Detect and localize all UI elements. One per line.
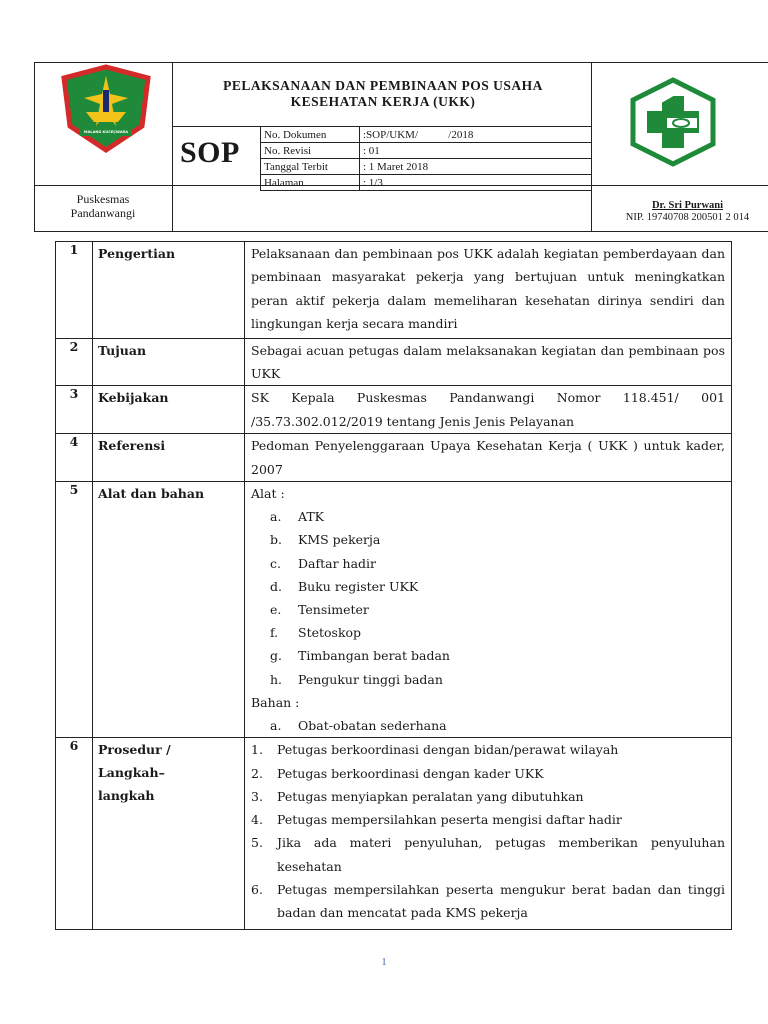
step-number: 5. xyxy=(251,835,263,851)
page-number: 1 xyxy=(381,956,387,968)
label-line: Langkah– xyxy=(98,765,165,781)
step-number: 1. xyxy=(251,742,263,758)
doc-info-value: :SOP/UKM/ /2018 xyxy=(360,127,592,143)
step-text: Petugas mempersilahkan peserta mengukur berat badan dan tinggi badan dan mencatat pada KMS pekerja xyxy=(277,881,725,921)
list-item xyxy=(251,644,725,667)
list-marker: a. xyxy=(270,718,282,734)
doc-info-value: : 1 Maret 2018 xyxy=(360,159,592,175)
section-label: Alat dan bahan xyxy=(93,482,245,738)
section-text: Pelaksanaan dan pembinaan pos UKK adalah kegiatan pemberdayaan dan pembinaan masyarakat pekerja yang bertujuan untuk meningkatkan peran aktif pekerja dalam memeliharan kesehatan dirinya sendiri dan lingkungan kerja secara mandiri xyxy=(251,246,725,332)
list-text: Tensimeter xyxy=(298,602,369,618)
step-number: 3. xyxy=(251,788,263,804)
label-line: langkah xyxy=(98,788,155,804)
step-number: 6. xyxy=(251,881,263,897)
title-line-1: PELAKSANAAN DAN PEMBINAAN POS USAHA xyxy=(223,78,543,93)
section-label xyxy=(93,738,245,929)
sop-label: SOP xyxy=(180,136,240,169)
section-number: 3 xyxy=(56,386,93,434)
list-text: Daftar hadir xyxy=(298,555,377,571)
list-marker: e. xyxy=(270,602,282,618)
section-row xyxy=(56,434,732,482)
list-marker: c. xyxy=(270,555,281,571)
organization-name xyxy=(34,192,172,220)
signer-nip: NIP. 19740708 200501 2 014 xyxy=(625,212,750,223)
doc-info-value: : 01 xyxy=(360,143,592,159)
procedure-steps xyxy=(251,738,725,928)
section-content xyxy=(245,434,732,482)
document-info-table xyxy=(260,126,592,191)
section-label: Pengertian xyxy=(93,242,245,339)
list-text: Pengukur tinggi badan xyxy=(298,671,443,687)
doc-info-row xyxy=(261,159,592,175)
step-number: 2. xyxy=(251,765,263,781)
section-content xyxy=(245,386,732,434)
doc-info-label: No. Dokumen xyxy=(261,127,360,143)
step-number: 4. xyxy=(251,811,263,827)
doc-info-label: Tanggal Terbit xyxy=(261,159,360,175)
doc-info-label: No. Revisi xyxy=(261,143,360,159)
step-item xyxy=(251,808,725,831)
section-label: Referensi xyxy=(93,434,245,482)
list-text: Timbangan berat badan xyxy=(298,648,450,664)
puskesmas-logo xyxy=(627,76,719,168)
section-text: Pedoman Penyelenggaraan Upaya Kesehatan Kerja ( UKK ) untuk kader, 2007 xyxy=(251,438,725,477)
section-row xyxy=(56,386,732,434)
sop-content-table xyxy=(55,241,732,930)
section-row xyxy=(56,738,732,929)
signer-block xyxy=(594,200,768,224)
list-item xyxy=(251,621,725,644)
section-row xyxy=(56,242,732,339)
section-number: 4 xyxy=(56,434,93,482)
alat-list xyxy=(251,505,725,691)
section-number: 6 xyxy=(56,738,93,929)
doc-info-row xyxy=(261,175,592,191)
list-marker: f. xyxy=(270,625,279,641)
doc-info-value: : 1/3 xyxy=(360,175,592,191)
section-number: 1 xyxy=(56,242,93,339)
list-text: KMS pekerja xyxy=(298,532,381,548)
document-header xyxy=(34,62,768,232)
list-marker: a. xyxy=(270,509,282,525)
doc-info-label: Halaman xyxy=(261,175,360,191)
list-item xyxy=(251,668,725,691)
step-item xyxy=(251,878,725,925)
step-item xyxy=(251,831,725,878)
list-item xyxy=(251,714,725,737)
label-line: Prosedur / xyxy=(98,742,171,758)
list-marker: b. xyxy=(270,532,282,548)
section-text: SK Kepala Puskesmas Pandanwangi Nomor 118.451/ 001 /35.73.302.012/2019 tentang Jenis Jenis Pelayanan xyxy=(251,390,725,429)
list-marker: g. xyxy=(270,648,282,664)
section-content xyxy=(245,482,732,738)
section-label: Kebijakan xyxy=(93,386,245,434)
list-marker: d. xyxy=(270,578,282,594)
section-label: Tujuan xyxy=(93,338,245,386)
step-text: Petugas berkoordinasi dengan kader UKK xyxy=(277,765,544,781)
section-content xyxy=(245,242,732,339)
list-item xyxy=(251,575,725,598)
section-number: 2 xyxy=(56,338,93,386)
list-marker: h. xyxy=(270,671,283,687)
alat-heading: Alat : xyxy=(251,486,285,502)
logo-motto: MALANG KUCEÇWARA xyxy=(83,130,129,134)
org-line-2: Pandanwangi xyxy=(70,206,136,220)
bahan-heading: Bahan : xyxy=(251,694,300,710)
list-item xyxy=(251,528,725,551)
bahan-list xyxy=(251,714,725,737)
list-item xyxy=(251,505,725,528)
section-content xyxy=(245,338,732,386)
signer-name: Dr. Sri Purwani xyxy=(651,200,724,211)
section-number: 5 xyxy=(56,482,93,738)
step-text: Petugas berkoordinasi dengan bidan/perawat wilayah xyxy=(277,742,619,758)
list-text: ATK xyxy=(298,509,325,525)
step-text: Petugas menyiapkan peralatan yang dibutuhkan xyxy=(277,788,584,804)
list-item xyxy=(251,552,725,575)
malang-city-logo xyxy=(58,64,154,154)
document-title xyxy=(174,78,592,110)
step-text: Jika ada materi penyuluhan, petugas memberikan penyuluhan kesehatan xyxy=(277,835,725,874)
section-text: Sebagai acuan petugas dalam melaksanakan kegiatan dan pembinaan pos UKK xyxy=(251,342,725,382)
step-item xyxy=(251,785,725,808)
org-line-1: Puskesmas xyxy=(76,192,130,206)
list-text: Stetoskop xyxy=(298,625,362,641)
step-item xyxy=(251,762,725,785)
doc-info-row xyxy=(261,143,592,159)
title-line-2: KESEHATAN KERJA (UKK) xyxy=(290,94,476,109)
list-text: Obat-obatan sederhana xyxy=(298,718,447,734)
section-row xyxy=(56,338,732,386)
step-text: Petugas mempersilahkan peserta mengisi daftar hadir xyxy=(277,811,622,827)
section-content xyxy=(245,738,732,929)
doc-info-row xyxy=(261,127,592,143)
section-row xyxy=(56,482,732,738)
step-item xyxy=(251,738,725,761)
list-item xyxy=(251,598,725,621)
list-text: Buku register UKK xyxy=(298,578,419,594)
